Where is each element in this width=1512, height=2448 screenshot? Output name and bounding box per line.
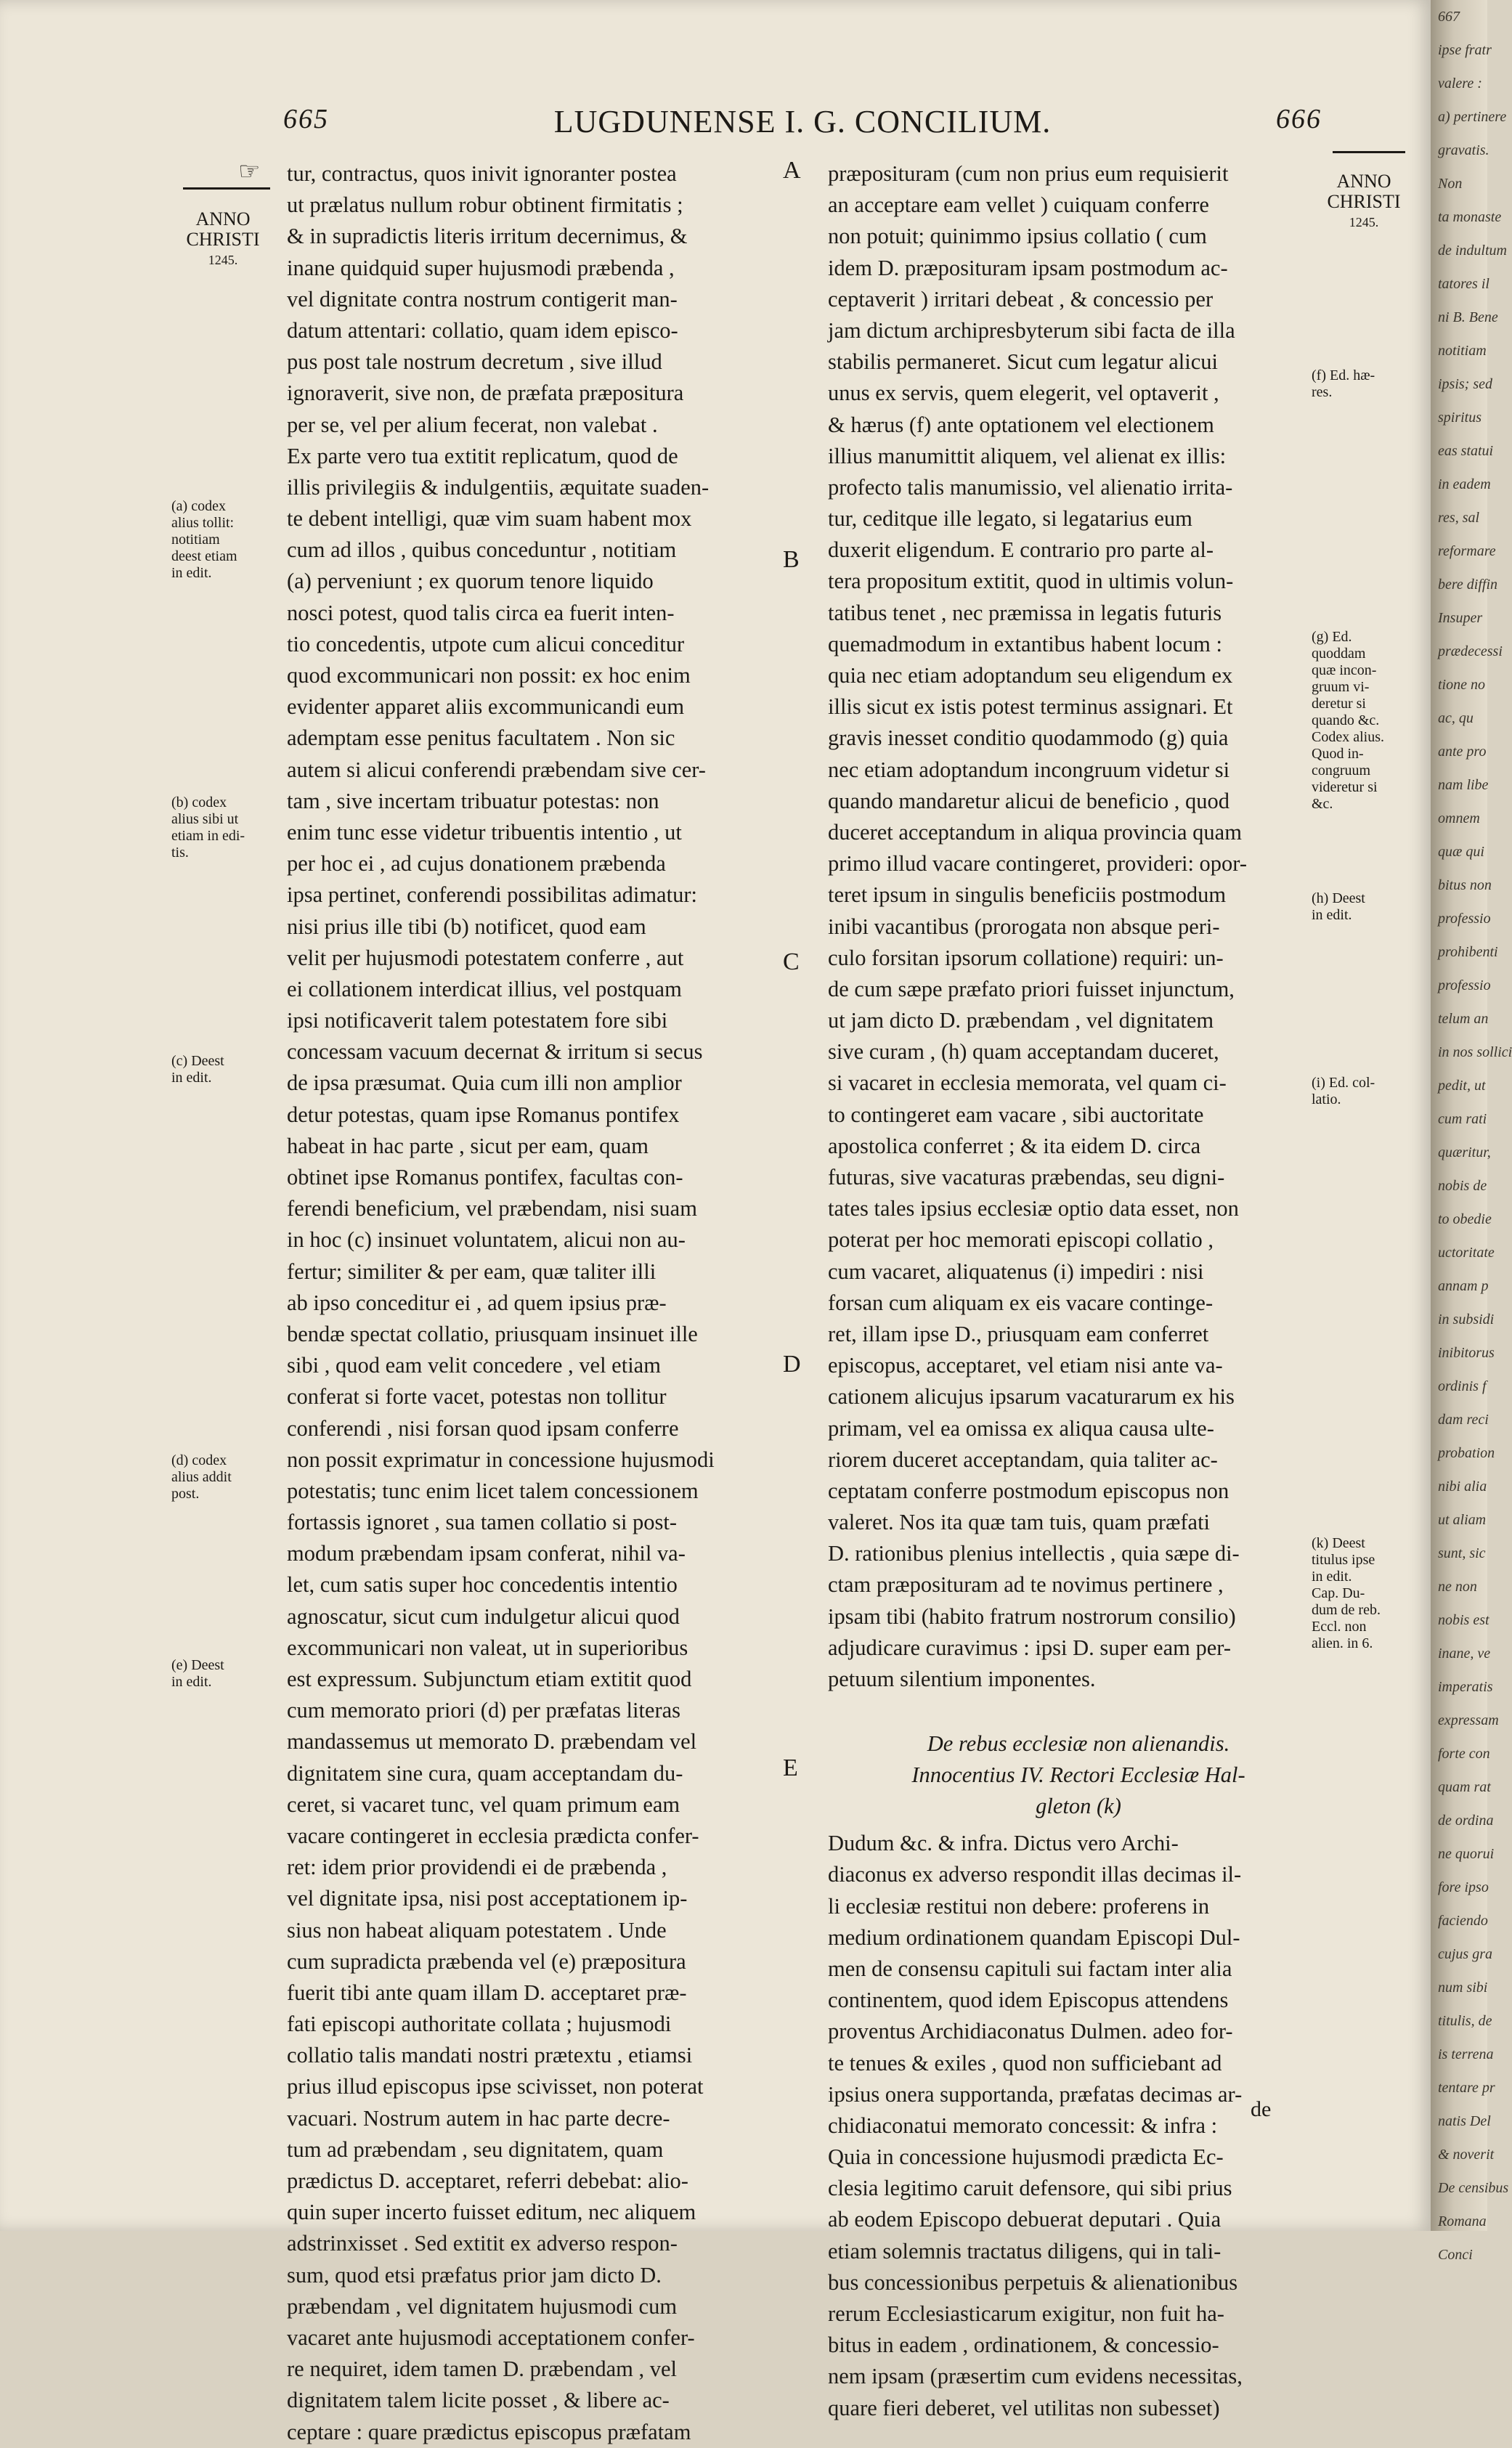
text-line: stabilis permaneret. Sicut cum legatur alicui — [828, 349, 1218, 375]
facing-page-fragment: tatores il — [1438, 276, 1489, 292]
facing-page-fragment: professio — [1438, 911, 1491, 927]
text-line: ret: idem prior providendi ei de præbenda , — [287, 1855, 667, 1880]
text-line: vel dignitate ipsa, nisi post acceptationem ip- — [287, 1886, 688, 1911]
footnote-line: quæ incon- — [1312, 662, 1377, 678]
footnote-line: (k) Deest — [1312, 1535, 1365, 1551]
text-line: sibi , quod eam velit concedere , vel etiam — [287, 1353, 661, 1378]
text-line: ut prælatus nullum robur obtinent firmitatis ; — [287, 192, 683, 218]
facing-page-fragment: Romana — [1438, 2213, 1487, 2229]
footnote-line: (h) Deest — [1312, 890, 1365, 906]
facing-page-fragment: professio — [1438, 977, 1491, 993]
facing-page-fragment: De censibus — [1438, 2180, 1509, 2196]
text-line: ademptam esse penitus facultatem . Non sic — [287, 725, 675, 751]
text-line: futuras, sive vacaturas præbendas, seu digni- — [828, 1165, 1225, 1190]
text-line: potestatis; tunc enim licet talem concessionem — [287, 1478, 699, 1503]
facing-page-fragment: quæritur, — [1438, 1144, 1491, 1160]
footnote-line: latio. — [1312, 1091, 1341, 1107]
facing-page-edge — [1431, 0, 1512, 2263]
footnote-line: alien. in 6. — [1312, 1635, 1373, 1651]
facing-page-fragment: res, sal — [1438, 510, 1480, 526]
text-line: re nequiret, idem tamen D. præbendam , vel — [287, 2356, 677, 2382]
footnote-line: tis. — [171, 845, 189, 861]
anno-label: ANNO — [1336, 171, 1391, 192]
facing-page-fragment: ante pro — [1438, 744, 1487, 760]
facing-page-fragment: de ordina — [1438, 1813, 1494, 1829]
section-letter: A — [783, 157, 801, 184]
facing-page-fragment: nobis de — [1438, 1178, 1487, 1194]
text-line: (a) perveniunt ; ex quorum tenore liquido — [287, 569, 654, 594]
heading-line: Innocentius IV. Rectori Ecclesiæ Hal- — [911, 1762, 1245, 1788]
right-text-column — [828, 158, 1329, 2424]
text-line: te tenues & exiles , quod non sufficiebant ad — [828, 2050, 1222, 2075]
text-line: diaconus ex adverso respondit illas decimas il- — [828, 1862, 1242, 1887]
facing-page-fragment: fore ipso — [1438, 1879, 1489, 1895]
facing-page-fragment: ta monaste — [1438, 209, 1502, 225]
footnote-line: deest etiam — [171, 548, 237, 564]
margin-rule-right — [1333, 151, 1405, 153]
text-line: detur potestas, quam ipse Romanus pontifex — [287, 1102, 680, 1127]
text-line: in hoc (c) insinuet voluntatem, alicui non au- — [287, 1227, 686, 1253]
text-line: quin super incerto fuisset editum, nec aliquem — [287, 2200, 696, 2225]
facing-page-fragment: in nos sollici — [1438, 1044, 1512, 1060]
facing-page-fragment: 667 — [1438, 9, 1460, 25]
text-line: ceret, si vacaret tunc, vel quam primum eam — [287, 1792, 680, 1817]
text-line: medium ordinationem quandam Episcopi Dul- — [828, 1924, 1240, 1950]
text-line: quando mandaretur alicui de beneficio , quod — [828, 788, 1230, 813]
footnote-line: post. — [171, 1486, 200, 1502]
text-line: etiam solemnis tractatus diligens, qui in tali- — [828, 2238, 1222, 2264]
facing-page-fragment: bitus non — [1438, 877, 1492, 893]
facing-page-fragment: nobis est — [1438, 1612, 1489, 1628]
footnote-line: alius addit — [171, 1469, 232, 1485]
text-line: episcopus, acceptaret, vel etiam nisi ante va- — [828, 1353, 1223, 1378]
footnote-marginal — [171, 1657, 288, 1691]
text-line: li ecclesiæ restitui non debere: proferens in — [828, 1893, 1210, 1919]
footnote-line: in edit. — [171, 1674, 212, 1690]
text-line: sive curam , (h) quam acceptandam duceret, — [828, 1039, 1219, 1065]
footnote-line: in edit. — [171, 1070, 212, 1086]
text-line: quemadmodum in extantibus habent locum : — [828, 631, 1222, 656]
text-line: unus ex servis, quem elegerit, vel optaverit , — [828, 381, 1219, 406]
catchword: de — [1251, 2097, 1272, 2121]
text-line: mandassemus ut memorato D. præbendam vel — [287, 1729, 697, 1754]
text-line: duxerit eligendum. E contrario pro parte al- — [828, 537, 1214, 563]
facing-page-fragment: a) pertinere — [1438, 109, 1507, 125]
footnote-line: alius tollit: — [171, 515, 235, 531]
text-line: habeat in hac parte , sicut per eam, quam — [287, 1133, 649, 1158]
text-line: duceret acceptandum in aliqua provincia quam — [828, 819, 1242, 845]
facing-page-fragment: pedit, ut — [1438, 1078, 1486, 1094]
facing-page-fragment: sunt, sic — [1438, 1545, 1486, 1561]
text-line: fertur; similiter & per eam, quæ taliter illi — [287, 1258, 657, 1284]
text-line: cum supradicta præbenda vel (e) præpositura — [287, 1948, 686, 1974]
text-line: fortassis ignoret , sua tamen collatio si post- — [287, 1510, 678, 1535]
text-line: ret, illam ipse D., priusquam eam conferret — [828, 1321, 1209, 1346]
text-line: vel dignitate contra nostrum contigerit man- — [287, 286, 678, 312]
text-line: quod excommunicari non possit: ex hoc enim — [287, 663, 691, 688]
text-line: præbendam , vel dignitatem hujusmodi cum — [287, 2293, 678, 2319]
text-line: nem ipsam (præsertim cum evidens necessitas, — [828, 2364, 1243, 2389]
text-line: adstrinxisset . Sed extitit ex adverso respon- — [287, 2231, 678, 2256]
footnote-line: gruum vi- — [1312, 679, 1370, 695]
section-letter: C — [783, 948, 800, 975]
text-line: ipsi notificaverit talem potestatem fore sibi — [287, 1008, 668, 1033]
text-line: teret ipsum in singulis beneficiis postmodum — [828, 882, 1227, 908]
text-line: bitus in eadem , ordinationem, & concessio- — [828, 2333, 1219, 2358]
text-line: modum præbendam ipsam conferat, nihil va- — [287, 1541, 686, 1566]
text-line: collatio talis mandati nostri prætextu , etiamsi — [287, 2043, 693, 2068]
text-line: per se, vel per alium fecerat, non valebat . — [287, 412, 658, 437]
footnote-line: etiam in edi- — [171, 828, 245, 844]
text-line: tur, contractus, quos inivit ignoranter postea — [287, 161, 677, 186]
text-line: sius non habeat aliquam potestatem . Unde — [287, 1917, 667, 1943]
text-line: tur, ceditque ille legato, si legatarius eum — [828, 506, 1192, 532]
text-line: vacare contingeret in ecclesia prædicta confer- — [287, 1823, 699, 1848]
facing-page-fragment: expressam — [1438, 1712, 1499, 1728]
facing-page-fragment: de indultum — [1438, 243, 1507, 259]
text-line: bus concessionibus perpetuis & alienationibus — [828, 2269, 1238, 2295]
facing-page-fragment: probation — [1438, 1445, 1495, 1461]
text-line: præposituram (cum non prius eum requisierit — [828, 161, 1229, 186]
footnote-line: in edit. — [1312, 1569, 1352, 1585]
running-head — [283, 103, 1322, 154]
text-line: ab eodem Episcopo debuerat deputari . Quia — [828, 2207, 1222, 2232]
facing-page-fragment: notitiam — [1438, 343, 1487, 359]
text-line: tera propositum extitit, quod in ultimis volun- — [828, 569, 1234, 594]
text-line: jam dictum archipresbyterum sibi facta de illa — [828, 317, 1235, 343]
footnote-line: alius sibi ut — [171, 811, 239, 827]
text-line: D. rationibus plenius intellectis , quia sæpe di- — [828, 1541, 1240, 1566]
text-line: agnoscatur, sicut cum indulgetur alicui quod — [287, 1603, 680, 1629]
facing-page-fragment: imperatis — [1438, 1679, 1493, 1695]
christi-label: CHRISTI — [186, 229, 260, 250]
text-line: obtinet ipse Romanus pontifex, facultas con- — [287, 1165, 683, 1190]
footnote-line: Cap. Du- — [1312, 1585, 1365, 1601]
text-line: vacaret ante hujusmodi acceptationem confer- — [287, 2325, 695, 2350]
footnote-line: (g) Ed. — [1312, 629, 1352, 645]
text-line: nisi prius ille tibi (b) notificet, quod eam — [287, 914, 646, 939]
text-line: & hærus (f) ante optationem vel electionem — [828, 412, 1214, 437]
footnote-line: in edit. — [171, 565, 212, 581]
text-line: inane quidquid super hujusmodi præbenda , — [287, 255, 675, 280]
facing-page-fragment: dam reci — [1438, 1412, 1489, 1428]
text-line: forsan cum aliquam ex eis vacare continge- — [828, 1290, 1214, 1315]
text-line: bendæ spectat collatio, priusquam insinuet ille — [287, 1321, 698, 1346]
text-line: illis privilegiis & indulgentiis, æquitate suaden- — [287, 474, 710, 500]
text-line: autem si alicui conferendi præbendam sive cer- — [287, 757, 706, 782]
footnote-line: Eccl. non — [1312, 1619, 1367, 1635]
footnote-marginal — [171, 498, 288, 582]
facing-page-fragment: omnem — [1438, 810, 1480, 826]
facing-page-fragment: telum an — [1438, 1011, 1489, 1027]
anno-christi-left — [161, 209, 285, 270]
footnote-line: dum de reb. — [1312, 1602, 1381, 1618]
text-line: tates tales ipsius ecclesiæ optio data esset, non — [828, 1196, 1239, 1221]
section-letter: D — [783, 1351, 801, 1378]
text-line: culo forsitan ipsorum collatione) requiri: un- — [828, 945, 1224, 970]
text-line: let, cum satis super hoc concedentis intentio — [287, 1572, 678, 1598]
facing-page-fragment: Insuper — [1438, 610, 1483, 626]
text-line: cum memorato priori (d) per præfatas literas — [287, 1698, 681, 1723]
page-title: LUGDUNENSE I. G. CONCILIUM. — [553, 104, 1052, 139]
facing-page-fragment: valere : — [1438, 76, 1482, 92]
facing-page-fragment: nam libe — [1438, 777, 1489, 793]
left-text-column — [287, 158, 781, 2448]
text-line: non possit exprimatur in concessione hujusmodi — [287, 1447, 715, 1472]
footnote-line: &c. — [1312, 796, 1333, 812]
text-line: inibi vacantibus (prorogata non absque peri- — [828, 914, 1220, 939]
footnote-line: (d) codex — [171, 1452, 227, 1468]
text-line: proventus Archidiaconatus Dulmen. adeo for- — [828, 2019, 1233, 2044]
text-line: fati episcopi authoritate collata ; hujusmodi — [287, 2012, 672, 2037]
facing-page-fragment: ni B. Bene — [1438, 309, 1498, 325]
facing-page-fragment: tione no — [1438, 677, 1485, 693]
text-line: per hoc ei , ad cujus donationem præbenda — [287, 851, 666, 877]
facing-page-fragment: forte con — [1438, 1746, 1490, 1762]
footnote-marginal — [171, 1053, 288, 1086]
text-line: conferat si forte vacet, potestas non tollitur — [287, 1384, 667, 1410]
text-line: ceptare : quare prædictus episcopus præfatam — [287, 2419, 691, 2444]
footnote-line: (e) Deest — [171, 1657, 224, 1673]
pointing-hand-icon: ☞ — [238, 158, 261, 185]
facing-page-fragment: quæ qui — [1438, 844, 1484, 860]
facing-page-fragment: reformare — [1438, 543, 1496, 559]
text-line: illius manumittit aliquem, vel alienat ex illis: — [828, 443, 1227, 468]
facing-page-fragment: eas statui — [1438, 443, 1494, 459]
text-line: ei collationem interdicat illius, vel postquam — [287, 976, 682, 1001]
text-line: cum vacaret, aliquatenus (i) impediri : nisi — [828, 1258, 1204, 1284]
text-line: quare fieri deberet, vel utilitas non subesset) — [828, 2395, 1220, 2420]
facing-page-fragment: natis Del — [1438, 2113, 1491, 2129]
footnote-line: res. — [1312, 384, 1333, 400]
footnote-line: congruum — [1312, 763, 1371, 778]
text-line: riorem duceret acceptandam, quia taliter ac- — [828, 1447, 1218, 1472]
text-line: ignoraverit, sive non, de præfata præpositura — [287, 381, 684, 406]
text-line: non potuit; quinimmo ipsius collatio ( cum — [828, 224, 1207, 249]
text-line: velit per hujusmodi potestatem conferre , aut — [287, 945, 684, 970]
footnote-line: (i) Ed. col- — [1312, 1075, 1375, 1091]
text-line: idem D. præposituram ipsam postmodum ac- — [828, 255, 1228, 280]
text-line: rerum Ecclesiasticarum exigitur, non fuit ha- — [828, 2301, 1224, 2326]
facing-page-fragment: gravatis. — [1438, 142, 1489, 158]
facing-page-fragment: is terrena — [1438, 2046, 1494, 2062]
facing-page-fragment: ne non — [1438, 1579, 1477, 1595]
facing-page-fragment: annam p — [1438, 1278, 1489, 1294]
anno-year: 1245. — [208, 253, 238, 267]
facing-page-fragment: inibitorus — [1438, 1345, 1495, 1361]
text-line: excommunicari non valeat, ut in superioribus — [287, 1635, 688, 1660]
text-line: quia nec etiam adoptandum seu eligendum ex — [828, 663, 1233, 688]
text-line: ceptaverit ) irritari debeat , & concessio per — [828, 286, 1214, 312]
text-line: & in supradictis literis irritum decernimus, & — [287, 224, 688, 249]
text-line: te debent intelligi, quæ vim suam habent mox — [287, 506, 692, 532]
text-line: gravis inesset conditio quodammodo (g) quia — [828, 725, 1229, 751]
text-line: tio concedentis, utpote cum alicui conceditur — [287, 631, 685, 656]
text-line: datum attentari: collatio, quam idem episco- — [287, 317, 678, 343]
text-line: evidenter apparet aliis excommunicandi eum — [287, 694, 685, 720]
text-line: Quia in concessione hujusmodi prædicta Ec- — [828, 2144, 1224, 2170]
text-line: concessam vacuum decernat & irritum si secus — [287, 1039, 703, 1065]
facing-page-fragment: & noverit — [1438, 2147, 1495, 2163]
margin-rule-left — [183, 187, 270, 190]
text-line: cum ad illos , quibus conceduntur , notitiam — [287, 537, 677, 563]
text-line: de cum sæpe præfato priori fuisset injunctum, — [828, 976, 1235, 1001]
right-column-text-a — [828, 158, 1329, 1695]
text-line: primam, vel ea omissa ex aliqua causa ulte- — [828, 1415, 1214, 1441]
facing-page-fragment: ut aliam — [1438, 1512, 1487, 1528]
facing-page-fragment: in eadem — [1438, 476, 1491, 492]
page-number-left: 665 — [283, 104, 329, 134]
text-line: illis sicut ex istis potest terminus assignari. Et — [828, 694, 1233, 720]
text-line: sum, quod etsi præfatus prior jam dicto D. — [287, 2262, 662, 2288]
text-line: clesia legitimo caruit defensore, qui sibi prius — [828, 2176, 1232, 2201]
facing-page-fragment: prædecessi — [1438, 643, 1503, 659]
facing-page-fragment: ne quorui — [1438, 1846, 1495, 1862]
text-line: an acceptare eam vellet ) cuiquam conferre — [828, 192, 1209, 218]
facing-page-fragment: quam rat — [1438, 1779, 1491, 1795]
text-line: ferendi beneficium, vel præbendam, nisi suam — [287, 1196, 697, 1221]
footnote-line: (b) codex — [171, 794, 227, 810]
footnote-line: videretur si — [1312, 779, 1378, 795]
text-line: ipsius onera supportanda, præfatas decimas ar- — [828, 2081, 1243, 2107]
text-line: Dudum &c. & infra. Dictus vero Archi- — [828, 1831, 1179, 1856]
facing-page-fragment: titulis, de — [1438, 2013, 1492, 2029]
page-number-right: 666 — [1276, 104, 1322, 134]
footnote-line: deretur si — [1312, 696, 1366, 712]
section-heading — [828, 1728, 1329, 1822]
facing-page-fragment: faciendo — [1438, 1913, 1488, 1929]
facing-page-fragment: Non — [1438, 176, 1463, 192]
text-line: ceptatam conferre postmodum episcopus non — [828, 1478, 1229, 1503]
text-line: de ipsa præsumat. Quia cum illi non amplior — [287, 1070, 682, 1096]
facing-page-fragment: uctoritate — [1438, 1245, 1495, 1261]
footnote-line: titulus ipse — [1312, 1552, 1375, 1568]
christi-label: CHRISTI — [1327, 191, 1401, 212]
text-line: nec etiam adoptandum incongruum videtur si — [828, 757, 1230, 782]
text-line: ipsam tibi (habito fratrum nostrorum consilio) — [828, 1603, 1236, 1629]
section-letter: E — [783, 1754, 798, 1781]
facing-page-fragment: cujus gra — [1438, 1946, 1492, 1962]
footnote-marginal — [171, 794, 288, 861]
facing-page-fragment: ipse fratr — [1438, 42, 1492, 58]
text-line: ab ipso conceditur ei , ad quem ipsius præ- — [287, 1290, 667, 1315]
text-line: enim tunc esse videtur tribuentis intentio , ut — [287, 819, 682, 845]
text-line: petuum silentium imponentes. — [828, 1667, 1096, 1691]
heading-line: De rebus ecclesiæ non alienandis. — [927, 1731, 1230, 1757]
text-line: ipsa pertinet, conferendi possibilitas adimatur: — [287, 882, 697, 908]
text-line: ctam præposituram ad te novimus pertinere , — [828, 1572, 1224, 1598]
footnote-line: Codex alius. — [1312, 729, 1384, 745]
facing-page-fragment: ordinis f — [1438, 1378, 1487, 1394]
facing-page-fragment: bere diffin — [1438, 577, 1498, 593]
text-line: Ex parte vero tua extitit replicatum, quod de — [287, 443, 678, 468]
facing-page-fragment: to obedie — [1438, 1211, 1492, 1227]
facing-page-fragment: prohibenti — [1438, 944, 1498, 960]
facing-page-fragment: ac, qu — [1438, 710, 1474, 726]
text-line: continentem, quod idem Episcopus attendens — [828, 1988, 1229, 2013]
facing-page-fragment: spiritus — [1438, 410, 1482, 426]
footnote-line: quoddam — [1312, 646, 1366, 662]
facing-page-fragment: nibi alia — [1438, 1479, 1487, 1495]
text-line: ut jam dicto D. præbendam , vel dignitatem — [828, 1008, 1214, 1033]
facing-page-fragment: cum rati — [1438, 1111, 1487, 1127]
footnote-line: in edit. — [1312, 907, 1352, 923]
facing-page-fragment: ipsis; sed — [1438, 376, 1492, 392]
facing-page-fragment: num sibi — [1438, 1980, 1488, 1996]
footnote-line: (c) Deest — [171, 1053, 224, 1069]
right-column-text-b — [828, 1828, 1329, 2424]
text-line: si vacaret in ecclesia memorata, vel quam ci- — [828, 1070, 1227, 1096]
text-line: conferendi , nisi forsan quod ipsam conferre — [287, 1415, 679, 1441]
facing-page-fragment: Conci — [1438, 2247, 1473, 2263]
footnote-line: quando &c. — [1312, 712, 1380, 728]
text-line: prædictus D. acceptaret, referri debebat: alio- — [287, 2168, 688, 2193]
footnote-line: (f) Ed. hæ- — [1312, 367, 1375, 383]
section-letter: B — [783, 546, 800, 573]
text-line: men de consensu capituli sui factam inter alia — [828, 1956, 1232, 1981]
text-line: poterat per hoc memorati episcopi collatio , — [828, 1227, 1214, 1253]
anno-label: ANNO — [195, 208, 251, 229]
text-line: chidiaconatui memorato concessit: & infra : — [828, 2112, 1218, 2138]
text-line: tam , sive incertam tribuatur potestas: non — [287, 788, 659, 813]
text-line: est expressum. Subjunctum etiam extitit quod — [287, 1667, 692, 1691]
text-line: apostolica conferret ; & ita eidem D. circa — [828, 1133, 1201, 1158]
text-line: tum ad præbendam , seu dignitatem, quam — [287, 2136, 664, 2162]
footnote-line: (a) codex — [171, 498, 226, 514]
text-line: dignitatem talem licite posset , & libere ac- — [287, 2388, 670, 2413]
text-line: adjudicare curavimus : ipsi D. super eam per- — [828, 1635, 1231, 1660]
footnote-line: notitiam — [171, 532, 220, 548]
text-line: tatibus tenet , nec præmissa in legatis futuris — [828, 600, 1222, 625]
text-line: fuerit tibi ante quam illam D. acceptaret præ- — [287, 1980, 687, 2005]
text-line: to contingeret eam vacare , sibi auctoritate — [828, 1102, 1204, 1127]
text-line: cationem alicujus ipsarum vacaturarum ex his — [828, 1384, 1235, 1410]
text-line: dignitatem sine cura, quam acceptandam du- — [287, 1760, 683, 1786]
text-line: pus post tale nostrum decretum , sive illud — [287, 349, 662, 375]
facing-page-fragment: inane, ve — [1438, 1646, 1491, 1662]
text-line: primo illud vacare contingeret, provideri: opor- — [828, 851, 1247, 877]
footnote-marginal — [171, 1452, 288, 1502]
text-line: prius illud episcopus ipse scivisset, non poterat — [287, 2074, 704, 2099]
text-line: vacuari. Nostrum autem in hac parte decre- — [287, 2105, 670, 2131]
footnote-line: Quod in- — [1312, 746, 1364, 762]
anno-year: 1245. — [1349, 215, 1379, 229]
text-line: valeret. Nos ita quæ tam tuis, quam præfati — [828, 1510, 1211, 1535]
text-line: nosci potest, quod talis circa ea fuerit inten- — [287, 600, 675, 625]
heading-line: gleton (k) — [1036, 1794, 1121, 1819]
facing-page-fragment: in subsidi — [1438, 1312, 1495, 1327]
facing-page-fragment: tentare pr — [1438, 2080, 1495, 2096]
text-line: profecto talis manumissio, vel alienatio irrita- — [828, 474, 1233, 500]
